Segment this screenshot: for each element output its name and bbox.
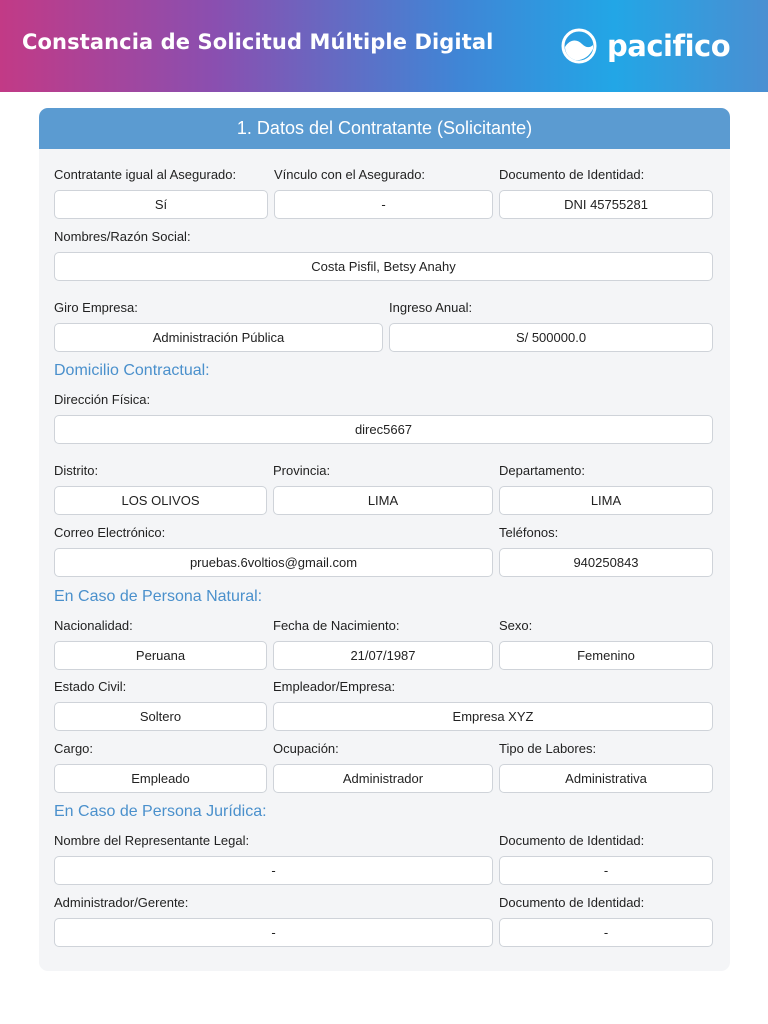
subsection-persona-juridica: En Caso de Persona Jurídica: [54, 803, 267, 820]
section-title: 1. Datos del Contratante (Solicitante) [236, 118, 533, 138]
field-cargo: Empleado [54, 764, 267, 793]
label-documento-administrador: Documento de Identidad: [499, 895, 645, 910]
field-sexo: Femenino [499, 641, 713, 670]
logo-text: pacifico [607, 29, 731, 63]
field-ocupacion: Administrador [273, 764, 493, 793]
field-vinculo: - [274, 190, 493, 219]
label-ocupacion: Ocupación: [273, 741, 339, 756]
field-contratante-igual: Sí [54, 190, 268, 219]
section-header [39, 108, 730, 149]
label-documento-representante: Documento de Identidad: [499, 833, 645, 848]
label-fecha-nacimiento: Fecha de Nacimiento: [273, 618, 400, 633]
field-empleador: Empresa XYZ [273, 702, 713, 731]
label-direccion: Dirección Física: [54, 392, 151, 407]
field-nacionalidad: Peruana [54, 641, 267, 670]
label-administrador: Administrador/Gerente: [54, 895, 189, 910]
pacifico-wave-logo-icon [560, 27, 598, 65]
label-nombres: Nombres/Razón Social: [54, 229, 191, 244]
label-nacionalidad: Nacionalidad: [54, 618, 133, 633]
label-sexo: Sexo: [499, 618, 533, 633]
field-tipo-labores: Administrativa [499, 764, 713, 793]
label-correo: Correo Electrónico: [54, 525, 166, 540]
field-fecha-nacimiento: 21/07/1987 [273, 641, 493, 670]
label-documento: Documento de Identidad: [499, 167, 645, 182]
field-documento: DNI 45755281 [499, 190, 713, 219]
label-vinculo: Vínculo con el Asegurado: [274, 167, 426, 182]
field-estado-civil: Soltero [54, 702, 267, 731]
field-correo: pruebas.6voltios@gmail.com [54, 548, 493, 577]
field-administrador: - [54, 918, 493, 947]
field-distrito: LOS OLIVOS [54, 486, 267, 515]
label-provincia: Provincia: [273, 463, 331, 478]
label-ingreso: Ingreso Anual: [389, 300, 473, 315]
field-representante: - [54, 856, 493, 885]
header-banner [0, 0, 768, 92]
label-departamento: Departamento: [499, 463, 585, 478]
subsection-domicilio: Domicilio Contractual: [54, 362, 210, 379]
label-telefonos: Teléfonos: [499, 525, 559, 540]
field-departamento: LIMA [499, 486, 713, 515]
document-title: Constancia de Solicitud Múltiple Digital [22, 30, 494, 54]
pacifico-logo [560, 24, 730, 68]
label-representante: Nombre del Representante Legal: [54, 833, 250, 848]
label-tipo-labores: Tipo de Labores: [499, 741, 597, 756]
field-documento-administrador: - [499, 918, 713, 947]
label-giro: Giro Empresa: [54, 300, 138, 315]
field-giro: Administración Pública [54, 323, 383, 352]
label-contratante-igual: Contratante igual al Asegurado: [54, 167, 237, 182]
label-cargo: Cargo: [54, 741, 94, 756]
field-ingreso: S/ 500000.0 [389, 323, 713, 352]
field-telefonos: 940250843 [499, 548, 713, 577]
field-direccion: direc5667 [54, 415, 713, 444]
field-provincia: LIMA [273, 486, 493, 515]
subsection-persona-natural: En Caso de Persona Natural: [54, 588, 263, 605]
field-nombres: Costa Pisfil, Betsy Anahy [54, 252, 713, 281]
field-documento-representante: - [499, 856, 713, 885]
label-distrito: Distrito: [54, 463, 99, 478]
label-estado-civil: Estado Civil: [54, 679, 127, 694]
label-empleador: Empleador/Empresa: [273, 679, 396, 694]
